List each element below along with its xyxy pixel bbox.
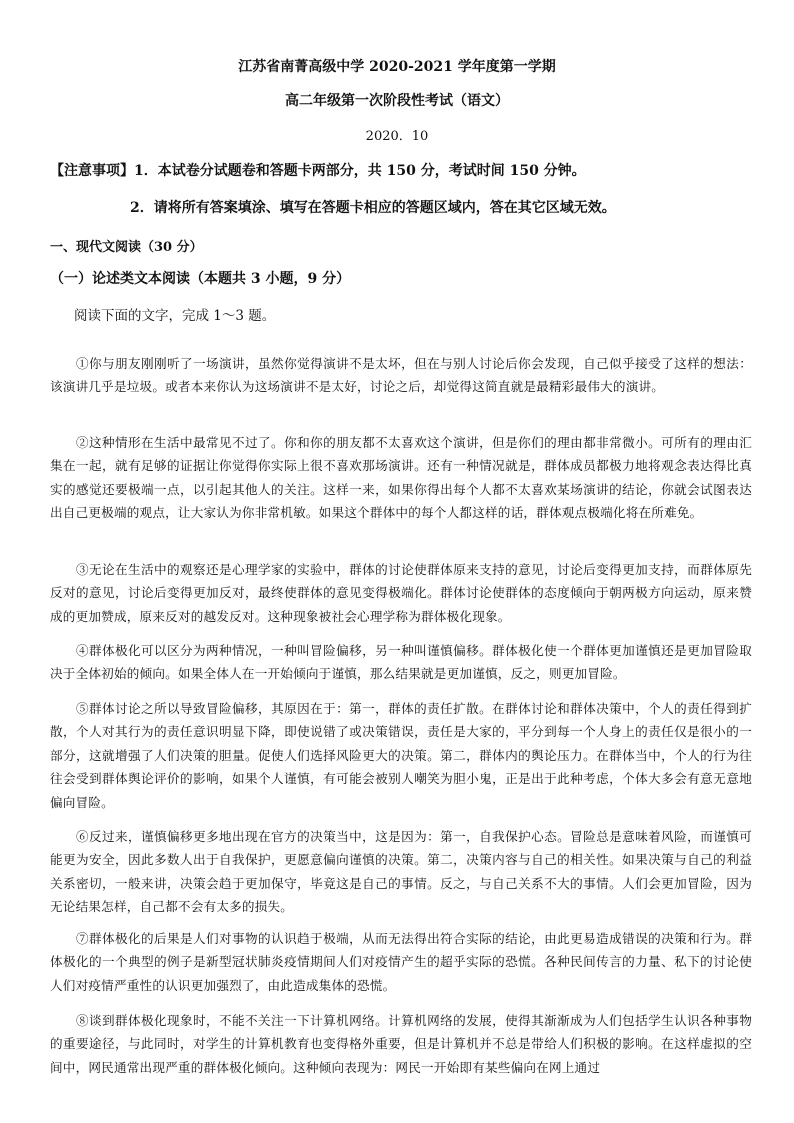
subsection-heading: （一）论述类文本阅读（本题共 3 小题，9 分） bbox=[50, 271, 351, 287]
paragraph-7: ⑦群体极化的后果是人们对事物的认识趋于极端，从而无法得出符合实际的结论，由此更易造成错误的决策和行为。群体极化的一个典型的例子是新型冠状肺炎疫情期间人们对疫情产生的超乎实际的恐慌。各种民间传言的力量、私下的讨论使人们对疫情严重性的认识更加强烈了，由此造成集体的恐慌。 bbox=[50, 930, 752, 993]
notice-line-1: 【注意事项】1．本试卷分试题卷和答题卡两部分，共 150 分，考试时间 150 分钟。 bbox=[50, 163, 586, 179]
paragraph-5: ⑤群体讨论之所以导致冒险偏移，其原因在于：第一，群体的责任扩散。在群体讨论和群体决策中，个人的责任得到扩散，个人对其行为的责任意识明显下降，即使说错了或决策错误，责任是大家的，平分到每一个人身上的责任仅是很小的一部分，这就增强了人们决策的胆量。促使人们选择风险更大的决策。第二，群体内的舆论压力。在群体当中，个人的行为往往会受到群体舆论评价的影响，如果个人谨慎，有可能会被别人嘲笑为胆小鬼，正是出于此种考虑，个体大多会有意无意地偏向冒险。 bbox=[50, 700, 752, 810]
exam-title: 高二年级第一次阶段性考试（语文） bbox=[285, 93, 509, 109]
section-heading: 一、现代文阅读（30 分） bbox=[50, 240, 203, 255]
reading-instruction: 阅读下面的文字，完成 1～3 题。 bbox=[74, 308, 276, 324]
paragraph-1: ①你与朋友刚刚听了一场演讲，虽然你觉得演讲不是太坏，但在与别人讨论后你会发现，自己似乎接受了这样的想法：该演讲几乎是垃圾。或者本来你认为这场演讲不是太好，讨论之后，却觉得这简直就是最精彩最伟大的演讲。 bbox=[50, 355, 752, 395]
paragraph-2: ②这种情形在生活中最常见不过了。你和你的朋友都不太喜欢这个演讲，但是你们的理由都非常微小。可所有的理由汇集在一起，就有足够的证据让你觉得你实际上很不喜欢那场演讲。还有一种情况就是，群体成员都极力地将观念表达得比真实的感觉还要极端一点，以引起其他人的关注。这样一来，如果你得出每个人都不太喜欢某场演讲的结论，你就会试图表达出自己更极端的观点，让大家认为你非常机敏。如果这个群体中的每个人都这样的话，群体观点极端化将在所难免。 bbox=[50, 434, 752, 521]
paragraph-4: ④群体极化可以区分为两种情况，一种叫冒险偏移，另一种叫谨慎偏移。群体极化使一个群体更加谨慎还是更加冒险取决于全体初始的倾向。如果全体人在一开始倾向于谨慎，那么结果就是更加谨慎，反之，则更加冒险。 bbox=[50, 642, 752, 682]
notice-line-2: 2．请将所有答案填涂、填写在答题卡相应的答题区域内，答在其它区域无效。 bbox=[130, 200, 616, 216]
paragraph-3: ③无论在生活中的观察还是心理学家的实验中，群体的讨论使群体原来支持的意见，讨论后变得更加支持，而群体原先反对的意见，讨论后变得更加反对，最终使群体的意见变得极端化。群体讨论使群体的态度倾向于朝两极方向运动，原来赞成的更加赞成，原来反对的越发反对。这种现象被社会心理学称为群体极化现象。 bbox=[50, 561, 752, 624]
paragraph-8: ⑧谈到群体极化现象时，不能不关注一下计算机网络。计算机网络的发展，使得其渐渐成为人们包括学生认识各种事物的重要途径，与此同时，对学生的计算机教育也变得格外重要，但是计算机并不总是带给人们积极的影响。在这样虚拟的空间中，网民通常出现严重的群体极化倾向。这种倾向表现为：网民一开始即有某些偏向在网上通过 bbox=[50, 1012, 752, 1075]
paragraph-6: ⑥反过来，谨慎偏移更多地出现在官方的决策当中，这是因为：第一，自我保护心态。冒险总是意味着风险，而谨慎可能更为安全，因此多数人出于自我保护，更愿意偏向谨慎的决策。第二，决策内容与自己的相关性。如果决策与自己的利益关系密切，一般来讲，决策会趋于更加保守，毕竟这是自己的事情。反之，与自己关系不大的事情。人们会更加冒险，因为无论结果怎样，自己都不会有太多的损失。 bbox=[50, 828, 752, 915]
exam-date: 2020．10 bbox=[365, 129, 429, 144]
school-title: 江苏省南菁高级中学 2020-2021 学年度第一学期 bbox=[238, 59, 556, 75]
